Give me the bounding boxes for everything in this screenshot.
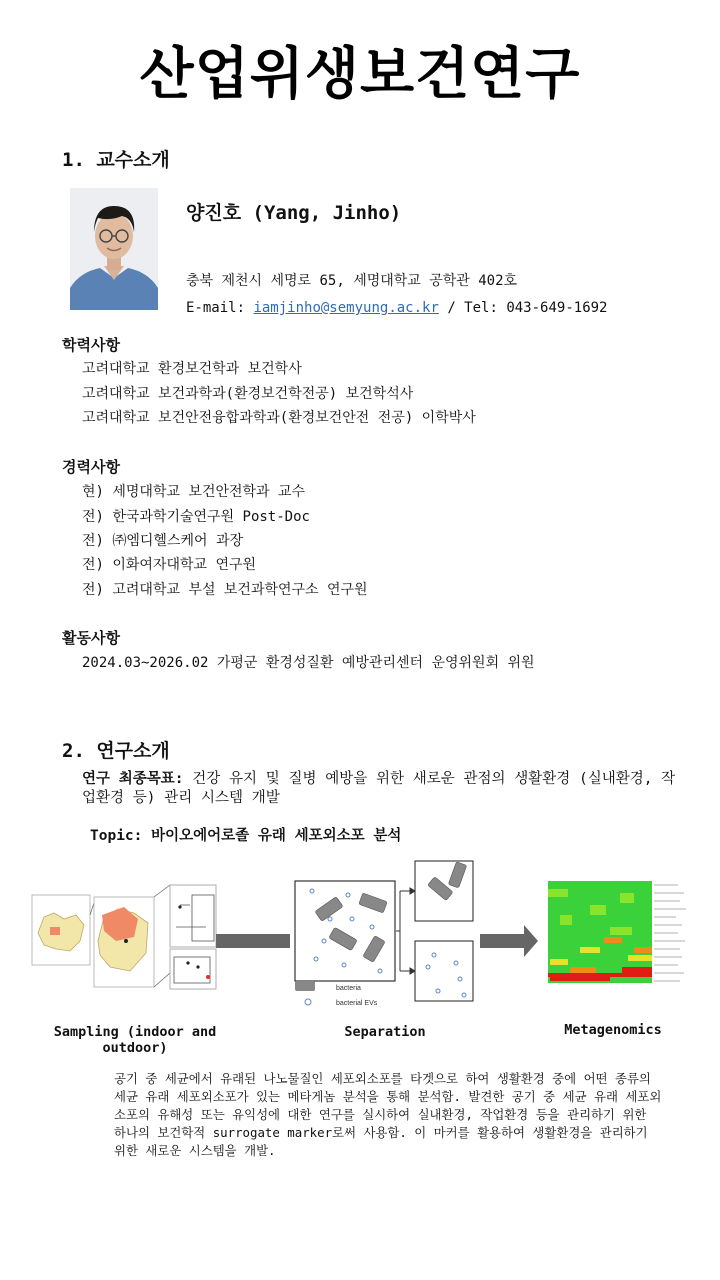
email-label: E-mail: [186, 300, 246, 316]
page-title: 산업위생보건연구 [139, 42, 581, 107]
research-topic [90, 824, 401, 845]
topic-label: Topic: [90, 828, 143, 844]
research-workflow-figure [30, 855, 690, 1015]
research-goal-text: 건강 유지 및 질병 예방을 위한 새로운 관점의 생활환경 (실내환경, 작업환경 등) 관리 시스템 개발 [82, 771, 676, 806]
activity-heading: 활동사항 [62, 629, 120, 647]
caption-metagenomics: Metagenomics [564, 1022, 662, 1038]
email-link[interactable]: iamjinho@semyung.ac.kr [253, 300, 439, 316]
career-item: 전) 한국과학기술연구원 Post-Doc [82, 509, 310, 525]
sampling-map [32, 885, 216, 989]
career-item: 현) 세명대학교 보건안전학과 교수 [82, 484, 306, 500]
education-item: 고려대학교 보건과학과(환경보건학전공) 보건학석사 [82, 386, 414, 402]
research-goal [82, 770, 682, 808]
career-heading: 경력사항 [62, 458, 120, 476]
legend-bacteria: bacteria [336, 985, 361, 992]
professor-name: 양진호 (Yang, Jinho) [186, 202, 402, 224]
activity-item: 2024.03~2026.02 가평군 환경성질환 예방관리센터 운영위원회 위원 [82, 655, 535, 671]
career-item: 전) 이화여자대학교 연구원 [82, 557, 257, 573]
split-connector [396, 888, 415, 974]
legend-evs: bacterial EVs [336, 1000, 378, 1007]
section-heading-research: 2. 연구소개 [62, 740, 170, 762]
career-item: 전) ㈜엠디헬스케어 과장 [82, 533, 244, 549]
caption-separation: Separation [344, 1024, 426, 1040]
contact-line [186, 300, 607, 316]
education-heading: 학력사항 [62, 336, 120, 354]
metagenomics-heatmap [548, 881, 686, 983]
separation-box [295, 881, 395, 1007]
profile-photo [70, 188, 158, 310]
flow-arrow-head [524, 925, 538, 957]
person-portrait-icon [70, 188, 158, 310]
research-goal-label: 연구 최종목표: [82, 771, 184, 787]
caption-sampling: Sampling (indoor and outdoor) [53, 1024, 217, 1056]
career-item: 전) 고려대학교 부설 보건과학연구소 연구원 [82, 582, 368, 598]
topic-text: 바이오에어로졸 유래 세포외소포 분석 [151, 828, 402, 844]
education-item: 고려대학교 보건안전융합과학과(환경보건안전 전공) 이학박사 [82, 410, 476, 426]
telephone: / Tel: 043-649-1692 [447, 300, 608, 316]
flow-arrow-shaft [216, 934, 290, 948]
office-address: 충북 제천시 세명로 65, 세명대학교 공학관 402호 [186, 273, 518, 289]
ev-fraction-box [415, 941, 473, 1001]
section-heading-professor: 1. 교수소개 [62, 149, 170, 171]
flow-arrow-shaft [480, 934, 526, 948]
research-description: 공기 중 세균에서 유래된 나노물질인 세포외소포를 타겟으로 하여 생활환경 중에 어떤 종류의 세균 유래 세포외소포가 있는 메타게놈 분석을 통해 분석함. 발견한 공기 중 세균 유래 세포외소포의 유해성 또는 유익성에 대한 연구를 실시하여 실내환경, 작업환경 등을 관리하기 위한 하나의 보건학적 surrogate marker로써 사용함. 이 마커를 활용하여 생활환경을 관리하기 위한 새로운 시스템을 개발. [114, 1071, 662, 1158]
education-item: 고려대학교 환경보건학과 보건학사 [82, 361, 302, 377]
